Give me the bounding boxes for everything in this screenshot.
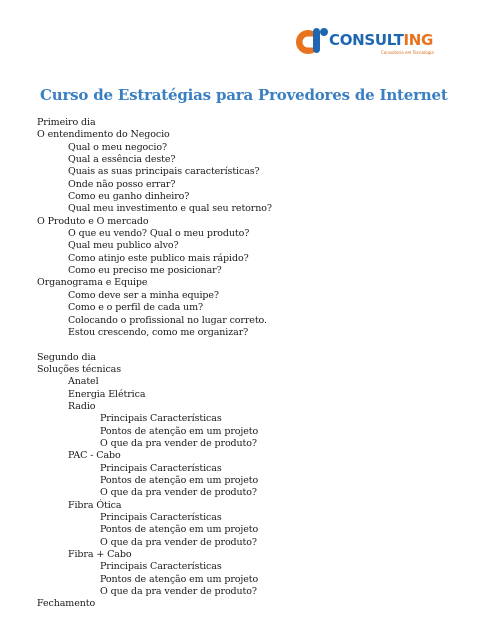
outline-item: Energia Elétrica — [68, 388, 146, 400]
outline-subitem: O que da pra vender de produto? — [100, 487, 257, 499]
outline-heading: Fechamento — [37, 598, 96, 610]
outline-heading: Primeiro dia — [37, 117, 96, 128]
outline-item: Fibra Ótica — [68, 499, 122, 511]
outline-item: Onde não posso errar? — [68, 178, 176, 190]
outline-subitem: Principais Características — [100, 462, 222, 474]
outline-item: Como eu ganho dinheiro? — [68, 191, 190, 203]
outline-subitem: Pontos de atenção em um projeto — [100, 524, 259, 536]
outline-heading: O Produto e O mercado — [37, 215, 149, 227]
outline-subitem: Principais Características — [100, 561, 222, 573]
outline-item: Quais as suas principais características? — [68, 166, 260, 178]
outline-item: Como atinjo este publico mais rápido? — [68, 252, 249, 264]
outline-item: Qual meu investimento e qual seu retorno? — [68, 203, 272, 215]
outline-subitem: O que da pra vender de produto? — [100, 437, 257, 449]
outline-item: Anatel — [68, 376, 99, 388]
document-title: Curso de Estratégias para Provedores de Internet — [40, 86, 448, 104]
outline-item: Fibra + Cabo — [68, 549, 132, 561]
outline-item: O que eu vendo? Qual o meu produto? — [68, 228, 250, 240]
logo-mark-icon — [293, 22, 333, 62]
outline-item: Qual a essência deste? — [68, 154, 176, 166]
outline-item: Colocando o profissional no lugar correto. — [68, 314, 267, 326]
outline-subitem: O que da pra vender de produto? — [100, 536, 257, 548]
outline-heading: Soluções técnicas — [37, 363, 122, 375]
outline-subitem: Principais Características — [100, 413, 222, 425]
outline-subitem: O que da pra vender de produto? — [100, 586, 257, 598]
outline-item: Qual o meu negocio? — [68, 141, 167, 153]
outline-spacer — [37, 339, 457, 351]
company-logo — [293, 22, 433, 62]
outline-item: Como eu preciso me posicionar? — [68, 265, 222, 277]
outline-item: Como deve ser a minha equipe? — [68, 289, 219, 301]
outline-item: PAC - Cabo — [68, 450, 121, 462]
outline-item: Qual meu publico alvo? — [68, 240, 179, 252]
logo-tagline: Consultoria em Tecnologia — [381, 50, 434, 55]
outline-heading: Segundo dia — [37, 351, 96, 363]
outline-subitem: Principais Características — [100, 512, 222, 523]
outline-heading: Organograma e Equipe — [37, 277, 148, 289]
outline-subitem: Pontos de atenção em um projeto — [100, 425, 259, 437]
outline-subitem: Pontos de atenção em um projeto — [100, 474, 259, 486]
outline-item: Radio — [68, 400, 96, 412]
logo-wordmark: CONSULTING — [329, 31, 434, 49]
outline-item: Estou crescendo, como me organizar? — [68, 326, 249, 338]
outline-subitem: Pontos de atenção em um projeto — [100, 573, 259, 585]
course-outline — [37, 117, 457, 611]
outline-heading: O entendimento do Negocio — [37, 129, 170, 141]
outline-item: Como e o perfil de cada um? — [68, 302, 203, 314]
